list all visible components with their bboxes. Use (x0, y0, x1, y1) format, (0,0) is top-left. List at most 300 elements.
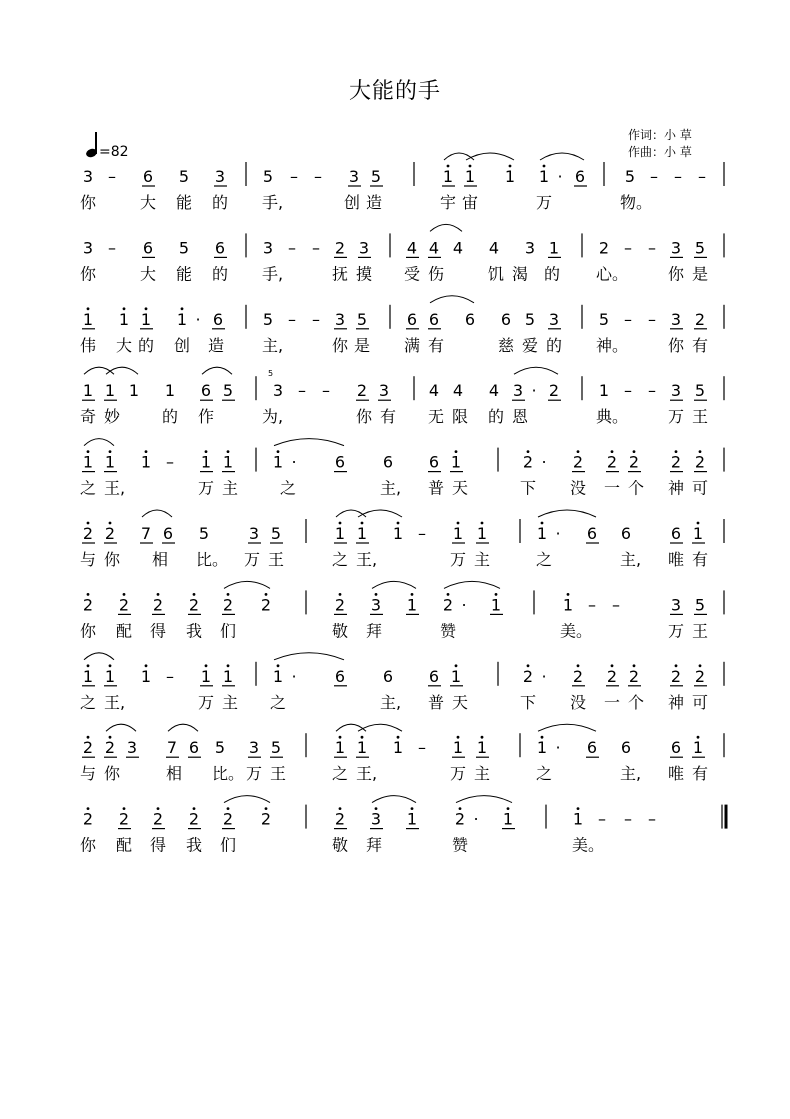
note-digit: 1 (392, 524, 404, 543)
lyric-char: 限 (452, 407, 469, 427)
octave-dot (699, 664, 702, 667)
note-digit: 1 (692, 524, 704, 543)
note-digit: 2 (522, 666, 534, 686)
lyric-char: 的 (138, 335, 155, 355)
octave-dot (481, 522, 484, 525)
slur-arc (106, 367, 138, 374)
dash-note: – (650, 167, 658, 186)
lyric-char: 配 (116, 621, 133, 641)
lyric-char: 能 (176, 193, 193, 212)
note-digit: 1 (450, 452, 462, 472)
lyric-char: 饥 (488, 264, 505, 284)
octave-dot (123, 307, 126, 310)
octave-dot (87, 593, 90, 596)
slur-arc (514, 367, 558, 374)
note-digit: 1 (450, 666, 462, 686)
note-digit: 5 (356, 309, 368, 329)
lyric-char: 你 (80, 621, 97, 641)
octave-dot (123, 593, 126, 596)
octave-dot (457, 736, 460, 739)
lyric-char: 的 (162, 407, 179, 427)
lyric-char: 你 (104, 764, 121, 784)
note-digit: 1 (392, 738, 404, 758)
dot-note: · (541, 666, 547, 686)
note-digit: 3 (670, 238, 682, 258)
lyric-char: 敬 (332, 621, 349, 641)
note-digit: 3 (378, 381, 390, 401)
lyric-char: 比。 (212, 764, 245, 784)
octave-dot (455, 450, 458, 453)
lyric-char: 造 (208, 335, 225, 355)
note-digit: 2 (118, 809, 130, 829)
note-digit: 1 (128, 381, 140, 401)
lyric-char: 万 (668, 407, 685, 427)
lyric-char: 主 (474, 764, 491, 784)
score-row (80, 590, 725, 640)
note-digit: 5 (214, 738, 226, 758)
note-digit: 3 (334, 309, 346, 329)
lyric-char: 神 (668, 692, 685, 712)
lyric-char: 的 (488, 407, 505, 427)
dash-note: – (648, 238, 656, 258)
lyric-char: 普 (428, 692, 445, 712)
lyric-char: 相 (166, 764, 183, 784)
octave-dot (543, 165, 546, 168)
score-row (80, 519, 725, 569)
lyric-char: 神 (668, 478, 685, 498)
lyric-char: 之 (280, 478, 297, 498)
note-digit: 2 (260, 809, 272, 829)
lyric-char: 王 (268, 550, 285, 569)
lyric-char: 奇 (80, 407, 97, 427)
lyric-char: 的 (544, 264, 561, 284)
lyric-char: 可 (692, 692, 709, 712)
lyric-char: 普 (428, 478, 445, 498)
octave-dot (109, 664, 112, 667)
lyric-char: 创 (344, 193, 361, 212)
note-digit: 5 (222, 381, 234, 401)
lyric-char: 赞 (452, 835, 469, 855)
dash-note: – (312, 238, 320, 258)
score-row (80, 233, 725, 283)
lyric-char: 下 (520, 478, 537, 498)
lyric-char: 得 (150, 621, 167, 641)
slur-arc (202, 367, 232, 374)
page-title: 大能的手 (348, 79, 441, 104)
lyric-char: 伟 (80, 335, 97, 355)
dash-note: – (624, 381, 632, 401)
note-digit: 6 (142, 167, 154, 186)
octave-dot (675, 450, 678, 453)
octave-dot (87, 307, 90, 310)
note-digit: 2 (606, 666, 618, 686)
lyric-char: 你 (668, 264, 685, 284)
note-digit: 3 (214, 167, 226, 186)
composer-credit: 作曲：小 草 (628, 145, 692, 159)
note-digit: 1 (140, 309, 152, 329)
lyric-char: 们 (220, 835, 237, 855)
lyric-char: 主 (222, 692, 239, 712)
note-digit: 3 (248, 738, 260, 758)
slur-arc (274, 653, 344, 660)
note-digit: 1 (82, 309, 94, 329)
note-digit: 1 (104, 452, 116, 472)
lyric-char: 万 (536, 193, 553, 212)
octave-dot (145, 450, 148, 453)
lyric-char: 没 (570, 478, 587, 498)
lyric-char: 王 (692, 407, 709, 427)
octave-dot (459, 807, 462, 810)
dot-note: · (555, 738, 561, 758)
note-digit: 1 (200, 452, 212, 472)
note-digit: 1 (222, 452, 234, 472)
slur-arc (430, 296, 474, 303)
note-digit: 6 (188, 738, 200, 758)
octave-dot (227, 664, 230, 667)
lyric-char: 的 (546, 335, 563, 355)
lyric-char: 的 (212, 264, 229, 284)
lyric-char: 是 (692, 264, 709, 284)
dash-note: – (314, 167, 322, 186)
octave-dot (397, 522, 400, 525)
note-digit: 6 (406, 309, 418, 329)
note-digit: 5 (694, 381, 706, 401)
slur-arc (106, 724, 136, 731)
lyric-char: 天 (452, 478, 469, 498)
note-digit: 2 (522, 452, 534, 472)
dash-note: – (588, 595, 596, 615)
note-digit: 1 (442, 167, 454, 186)
lyric-char: 受 (404, 264, 421, 284)
lyric-char: 主, (620, 764, 642, 784)
note-digit: 5 (694, 595, 706, 615)
lyric-char: 万 (244, 550, 261, 569)
note-digit: 1 (476, 738, 488, 758)
lyric-char: 王 (692, 621, 709, 641)
octave-dot (205, 450, 208, 453)
octave-dot (411, 593, 414, 596)
lyric-char: 天 (452, 692, 469, 712)
note-digit: 6 (620, 524, 632, 543)
octave-dot (193, 593, 196, 596)
note-digit: 3 (126, 738, 138, 758)
slur-arc (84, 439, 114, 446)
lyric-char: 万 (450, 764, 467, 784)
score-row (80, 662, 725, 712)
octave-dot (361, 522, 364, 525)
note-digit: 2 (104, 738, 116, 758)
dash-note: – (288, 309, 296, 329)
octave-dot (699, 450, 702, 453)
lyric-char: 大 (116, 335, 133, 355)
note-digit: 3 (670, 595, 682, 615)
note-digit: 2 (694, 309, 706, 329)
note-digit: 2 (118, 595, 130, 615)
note-digit: 3 (262, 238, 274, 258)
dot-note: · (541, 452, 547, 472)
note-digit: 6 (670, 524, 682, 543)
note-digit: 1 (406, 595, 418, 615)
lyric-char: 有 (692, 335, 709, 355)
note-digit: 6 (334, 452, 346, 472)
octave-dot (109, 736, 112, 739)
slur-arc (84, 653, 114, 660)
dot-note: · (555, 524, 561, 543)
note-digit: 3 (524, 238, 536, 258)
note-digit: 3 (82, 238, 94, 258)
dash-note: – (288, 238, 296, 258)
lyricist-credit: 作词：小 草 (628, 128, 692, 142)
lyric-char: 敬 (332, 835, 349, 855)
note-digit: 4 (428, 238, 440, 258)
octave-dot (205, 664, 208, 667)
note-digit: 5 (178, 238, 190, 258)
octave-dot (611, 450, 614, 453)
score-row (80, 448, 725, 498)
note-digit: 6 (586, 524, 598, 543)
slur-arc (456, 796, 512, 803)
lyric-char: 拜 (366, 621, 383, 641)
dot-note: · (195, 309, 201, 329)
note-digit: 3 (272, 381, 284, 401)
note-digit: 5 (624, 167, 636, 186)
note-digit: 2 (82, 595, 94, 615)
octave-dot (87, 664, 90, 667)
lyric-char: 你 (332, 335, 349, 355)
slur-arc (142, 510, 172, 517)
note-digit: 6 (382, 666, 394, 686)
note-digit: 6 (334, 666, 346, 686)
lyric-char: 个 (628, 478, 645, 498)
note-digit: 1 (692, 738, 704, 758)
dash-note: – (698, 167, 706, 186)
octave-dot (447, 165, 450, 168)
lyric-char: 们 (220, 621, 237, 641)
note-digit: 7 (166, 738, 178, 758)
slur-arc (444, 581, 500, 588)
note-digit: 6 (162, 524, 174, 543)
note-digit: 6 (670, 738, 682, 758)
octave-dot (541, 736, 544, 739)
lyric-char: 美。 (572, 835, 605, 855)
note-digit: 6 (620, 738, 632, 758)
note-digit: 1 (502, 809, 514, 829)
lyric-char: 主 (222, 478, 239, 498)
lyric-char: 唯 (668, 764, 685, 784)
lyric-char: 你 (80, 835, 97, 855)
lyric-char: 一 (604, 478, 621, 498)
dash-note: – (624, 309, 632, 329)
note-digit: 4 (488, 381, 500, 401)
lyric-char: 爱 (522, 335, 539, 355)
note-digit: 2 (598, 238, 610, 258)
note-digit: 1 (82, 452, 94, 472)
lyric-char: 万 (246, 764, 263, 784)
score-row (80, 376, 725, 426)
lyric-char: 渴 (512, 264, 529, 284)
note-digit: 1 (504, 167, 516, 186)
lyric-char: 你 (668, 335, 685, 355)
octave-dot (611, 664, 614, 667)
lyric-char: 手, (262, 264, 284, 284)
dot-note: · (473, 809, 479, 829)
octave-dot (227, 807, 230, 810)
note-digit: 6 (574, 167, 586, 186)
note-digit: 2 (572, 452, 584, 472)
note-digit: 2 (82, 524, 94, 543)
dot-note: · (291, 452, 297, 472)
lyric-char: 一 (604, 692, 621, 712)
octave-dot (411, 807, 414, 810)
slur-arc (336, 510, 366, 517)
lyric-char: 王, (104, 692, 126, 712)
note-digit: 1 (334, 524, 346, 543)
octave-dot (339, 736, 342, 739)
lyric-char: 个 (628, 692, 645, 712)
note-digit: 2 (222, 595, 234, 615)
lyric-char: 的 (212, 193, 229, 212)
lyric-char: 与 (80, 764, 97, 784)
octave-dot (277, 664, 280, 667)
dash-note: – (108, 167, 116, 186)
lyric-char: 下 (520, 692, 537, 712)
note-digit: 5 (270, 524, 282, 543)
note-digit: 3 (370, 809, 382, 829)
lyric-char: 摸 (356, 264, 373, 284)
octave-dot (339, 593, 342, 596)
lyric-char: 你 (80, 264, 97, 284)
note-digit: 1 (572, 809, 584, 829)
dash-note: – (674, 167, 682, 186)
measure-number: 5 (268, 369, 274, 379)
slur-arc (540, 153, 584, 160)
dash-note: – (322, 381, 330, 401)
lyric-char: 你 (104, 550, 121, 569)
note-digit: 6 (464, 309, 476, 329)
lyric-char: 万 (198, 478, 215, 498)
lyric-char: 相 (152, 550, 169, 569)
lyric-char: 慈 (498, 335, 515, 355)
lyric-char: 王 (270, 764, 287, 784)
lyric-char: 心。 (596, 264, 629, 284)
note-digit: 1 (476, 524, 488, 543)
octave-dot (633, 450, 636, 453)
note-digit: 2 (606, 452, 618, 472)
note-digit: 2 (152, 595, 164, 615)
note-digit: 3 (512, 381, 524, 401)
note-digit: 1 (104, 381, 116, 401)
lyric-char: 大 (140, 264, 157, 284)
slur-arc (168, 724, 198, 731)
dot-note: · (557, 167, 563, 186)
octave-dot (87, 807, 90, 810)
note-digit: 2 (104, 524, 116, 543)
octave-dot (339, 807, 342, 810)
lyric-char: 之 (536, 550, 553, 569)
note-digit: 2 (548, 381, 560, 401)
lyric-char: 主, (380, 692, 402, 712)
lyric-char: 无 (428, 407, 445, 427)
lyric-char: 我 (186, 621, 203, 641)
octave-dot (87, 450, 90, 453)
dash-note: – (612, 595, 620, 615)
octave-dot (481, 736, 484, 739)
note-digit: 6 (428, 452, 440, 472)
dash-note: – (648, 381, 656, 401)
slur-arc (538, 510, 596, 517)
octave-dot (541, 522, 544, 525)
lyric-char: 比。 (196, 550, 229, 569)
note-digit: 1 (222, 666, 234, 686)
lyric-char: 主 (474, 550, 491, 569)
lyric-char: 主, (620, 550, 642, 569)
octave-dot (509, 165, 512, 168)
dash-note: – (166, 666, 174, 686)
note-digit: 2 (572, 666, 584, 686)
lyric-char: 宙 (462, 193, 479, 212)
lyric-char: 之 (80, 692, 97, 712)
note-digit: 3 (248, 524, 260, 543)
note-digit: 2 (152, 809, 164, 829)
lyric-char: 万 (668, 621, 685, 641)
lyric-char: 我 (186, 835, 203, 855)
note-digit: 1 (334, 738, 346, 758)
note-digit: 2 (260, 595, 272, 615)
octave-dot (527, 450, 530, 453)
slur-arc (538, 724, 596, 731)
note-digit: 3 (548, 309, 560, 329)
octave-dot (567, 593, 570, 596)
lyric-char: 恩 (512, 407, 529, 427)
note-digit: 1 (452, 738, 464, 758)
note-digit: 1 (464, 167, 476, 186)
score-row (80, 305, 725, 355)
lyric-char: 可 (692, 478, 709, 498)
dash-note: – (598, 809, 606, 829)
lyric-char: 赞 (440, 621, 457, 641)
lyric-char: 王, (356, 764, 378, 784)
octave-dot (181, 307, 184, 310)
lyric-char: 造 (366, 193, 383, 212)
score-row (80, 733, 725, 783)
note-digit: 2 (334, 595, 346, 615)
octave-dot (577, 807, 580, 810)
note-digit: 2 (334, 238, 346, 258)
note-digit: 3 (358, 238, 370, 258)
note-digit: 2 (82, 809, 94, 829)
note-digit: 1 (598, 381, 610, 401)
octave-dot (361, 736, 364, 739)
octave-dot (339, 522, 342, 525)
lyric-char: 作 (198, 407, 215, 427)
note-digit: 1 (82, 666, 94, 686)
octave-dot (469, 165, 472, 168)
slur-arc (430, 224, 462, 231)
lyric-char: 美。 (560, 621, 593, 641)
lyric-char: 有 (692, 764, 709, 784)
octave-dot (157, 593, 160, 596)
dot-note: · (461, 595, 467, 615)
lyric-char: 有 (428, 335, 445, 355)
note-digit: 2 (454, 809, 466, 829)
dash-note: – (418, 524, 426, 543)
note-digit: 3 (348, 167, 360, 186)
note-digit: 1 (406, 809, 418, 829)
note-digit: 1 (452, 524, 464, 543)
note-digit: 4 (488, 238, 500, 258)
note-digit: 5 (370, 167, 382, 186)
note-digit: 1 (272, 666, 284, 686)
